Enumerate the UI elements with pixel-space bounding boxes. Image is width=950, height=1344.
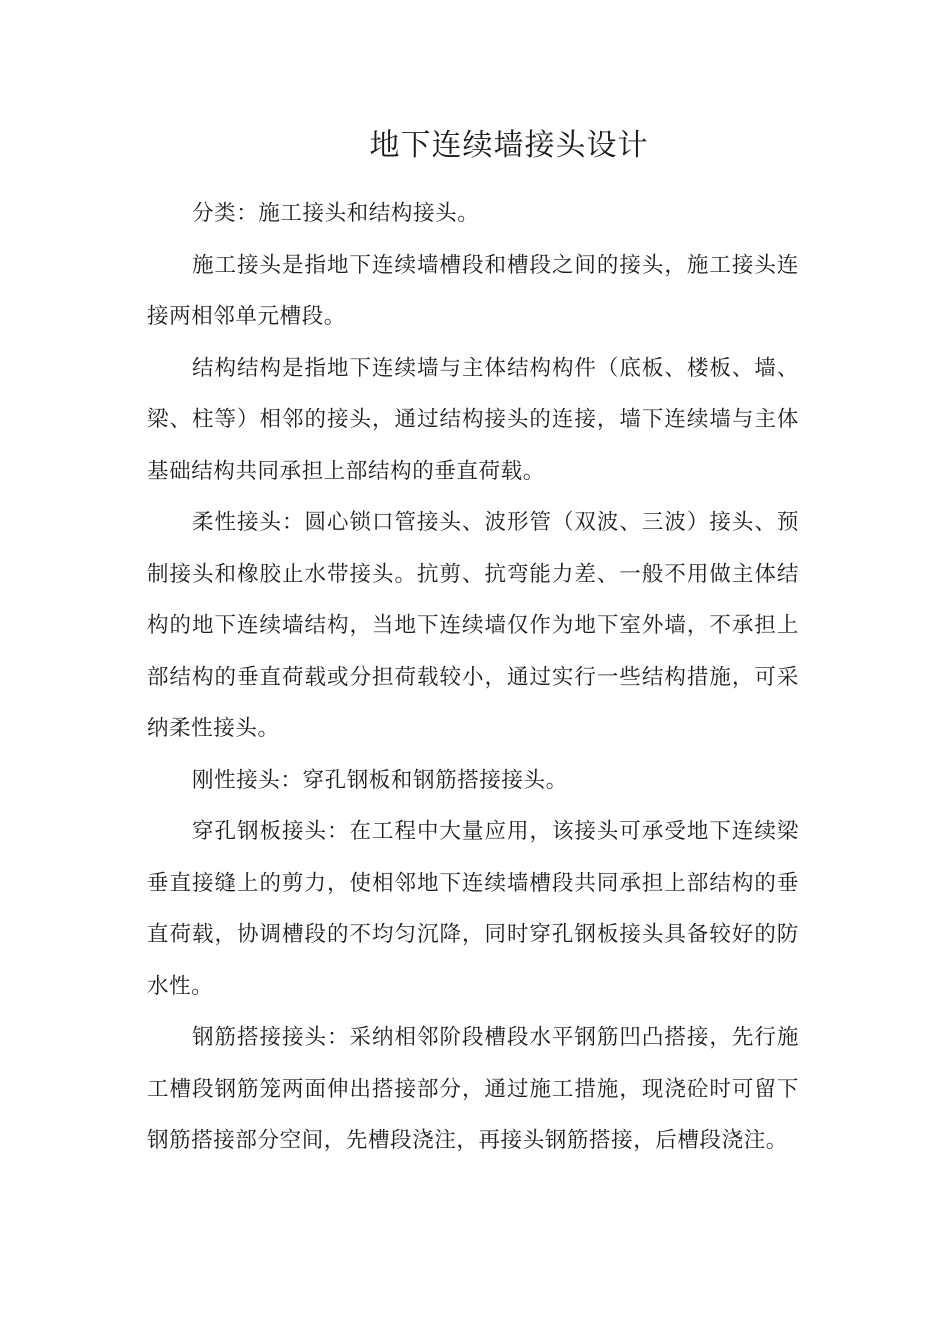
document-body bbox=[147, 188, 799, 1167]
paragraph-rebar-lap-joint: 钢筋搭接接头：采纳相邻阶段槽段水平钢筋凹凸搭接，先行施工槽段钢筋笼两面伸出搭接部分，通过施工措施，现浇砼时可留下钢筋搭接部分空间，先槽段浇注，再接头钢筋搭接，后槽段浇注。 bbox=[147, 1025, 799, 1153]
paragraph-classification: 分类：施工接头和结构接头。 bbox=[192, 201, 480, 226]
paragraph-construction-joint: 施工接头是指地下连续墙槽段和槽段之间的接头，施工接头连接两相邻单元槽段。 bbox=[147, 252, 799, 329]
paragraph-flexible-joint: 柔性接头：圆心锁口管接头、波形管（双波、三波）接头、预制接头和橡胶止水带接头。抗剪、抗弯能力差、一般不用做主体结构的地下连续墙结构，当地下连续墙仅作为地下室外墙，不承担上部结构的垂直荷载或分担荷载较小，通过实行一些结构措施，可采纳柔性接头。 bbox=[147, 510, 799, 741]
paragraph-rigid-joint: 刚性接头：穿孔钢板和钢筋搭接接头。 bbox=[192, 767, 568, 793]
paragraph-perforated-steel-plate-joint: 穿孔钢板接头：在工程中大量应用，该接头可承受地下连续梁垂直接缝上的剪力，使相邻地下连续墙槽段共同承担上部结构的垂直荷载，协调槽段的不均匀沉降，同时穿孔钢板接头具备较好的防水性。 bbox=[147, 819, 799, 999]
paragraph-structural-joint: 结构结构是指地下连续墙与主体结构构件（底板、楼板、墙、梁、柱等）相邻的接头，通过结构接头的连接，墙下连续墙与主体基础结构共同承担上部结构的垂直荷载。 bbox=[147, 355, 799, 484]
document-title: 地下连续墙接头设计 bbox=[369, 128, 649, 163]
